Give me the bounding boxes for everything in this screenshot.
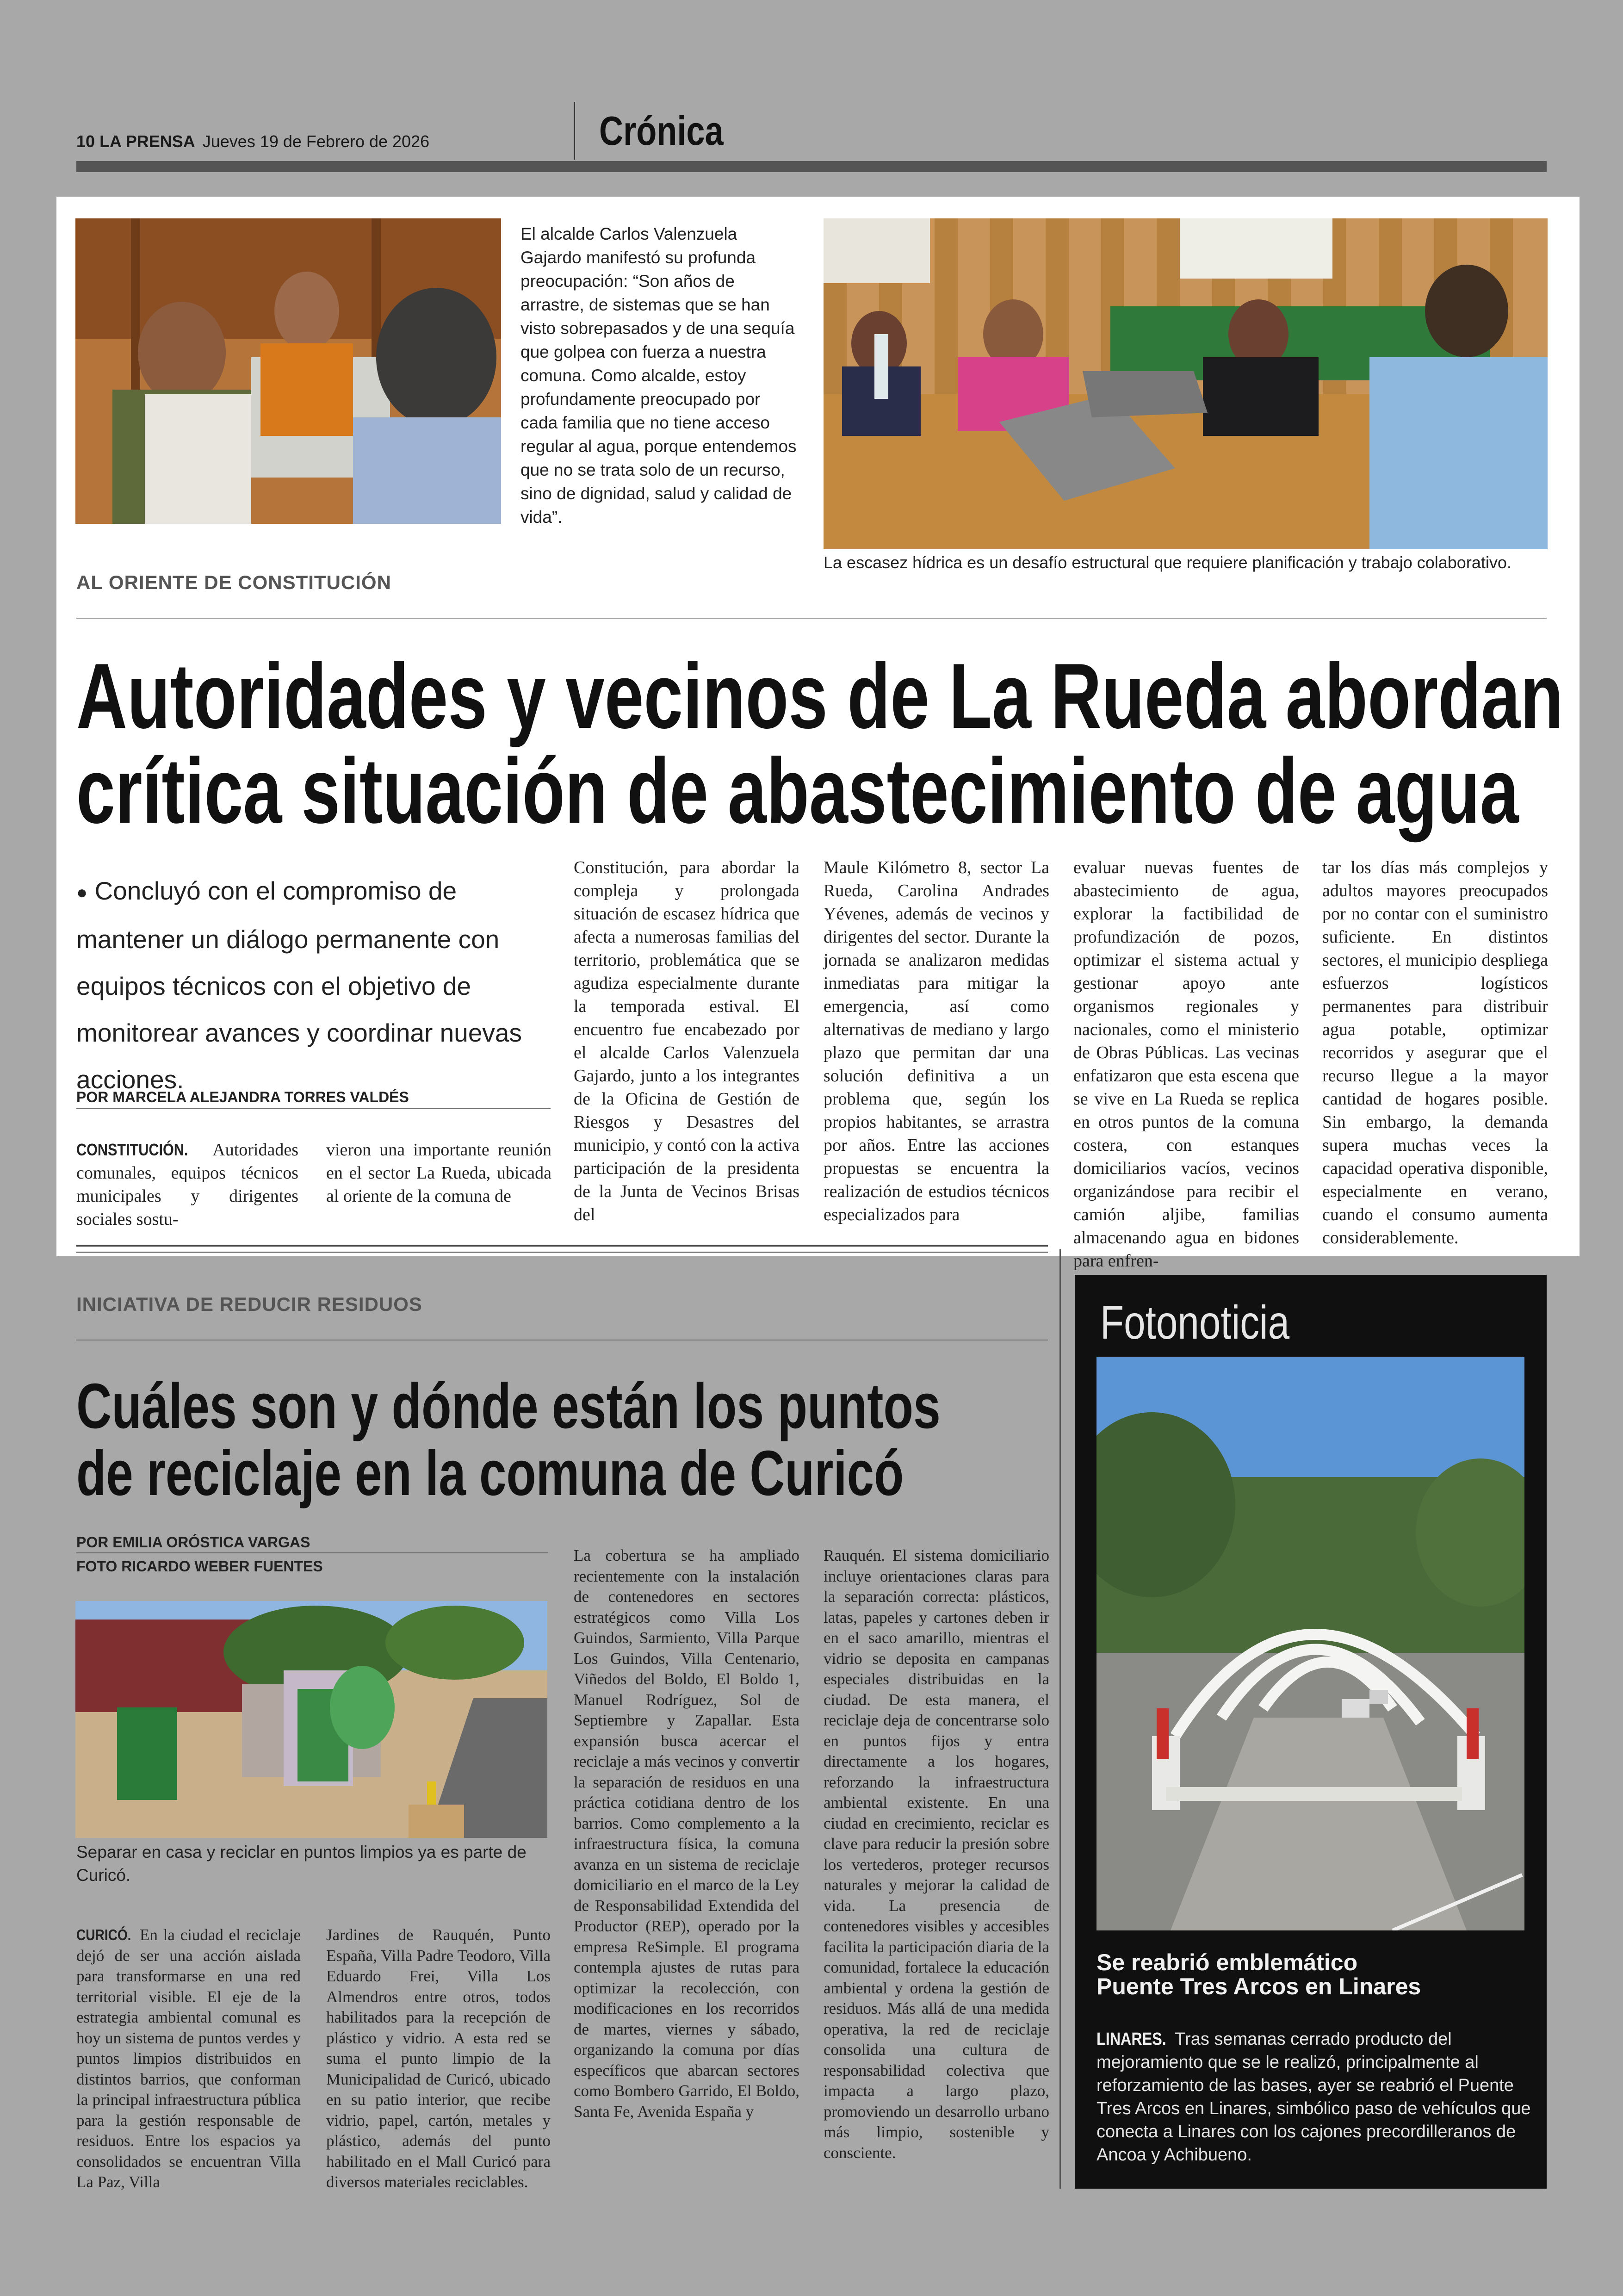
article1-col6: tar los días más complejos y adultos mayores preocupados por no contar con el suministro suficiente. En distintos sectores, el municipio despliega esfuerzos logísticos permanentes para distribuir agua potable, optimizar recorridos y asegurar que el recurso llegue a la mayor cantidad de hogares posible. Sin embargo, la demanda supera muchas veces la capacidad operativa disponible, especialmente en verano, cuando el consumo aumenta considerablemente. [1322,858,1548,1247]
photo-recycling-point [75,1601,547,1838]
photo-puente-tres-arcos [1096,1357,1524,1930]
article2-col4: Rauquén. El sistema domiciliario incluye orientaciones claras para la separación correcta: plásticos, latas, papeles y cartones deben ir en el saco amarillo, mientras el vidrio se deposita en campanas especiales distribuidas en la ciudad. De esta manera, el reciclaje deja de concentrarse solo en puntos fijos y entra directamente a los hogares, reforzando la infraestructura ambiental existente. En una ciudad en crecimiento, reciclar es clave para reducir la presión sobre los vertederos, proteger recursos naturales y mejorar la calidad de vida. La presencia de contenedores visibles y accesibles facilita la participación diaria de la comunidad, fortalece la educación ambiental y ordena la gestión de residuos. Más allá de una medida operativa, la red de reciclaje consolida una cultura de responsabilidad colectiva que impacta a largo plazo, promoviendo un desarrollo urbano más limpio, sostenible y consciente. [824,1546,1049,2162]
column-divider [1059,1249,1061,2189]
fotonoticia-dateline: LINARES. [1096,2029,1166,2049]
article2-kicker: INICIATIVA DE REDUCIR RESIDUOS [76,1293,422,1315]
section-title: Crónica [599,108,724,154]
article1-col5: evaluar nuevas fuentes de abastecimiento de agua, explorar la factibilidad de profundización de pozos, optimizar el sistema actual y gestionar apoyo ante organismos regionales y nacionales, como el ministerio de Obras Públicas. Las vecinas enfatizaron que esta escena que se vive en La Rueda se replica en otros puntos de la comuna costera, con estanques domiciliarios vacíos, vecinos organizándose para recibir el camión aljibe, familias almacenando agua en bidones para enfren- [1073,858,1299,1271]
fotonoticia-body-text: Tras semanas cerrado producto del mejoramiento que se le realizó, principalmente al reforzamiento de las bases, ayer se reabrió el Puente Tres Arcos en Linares, simbólico paso de vehículos que conecta a Linares con los cajones precordilleranos de Ancoa y Achibueno. [1096,2029,1531,2165]
byline-rule-1 [76,1108,551,1109]
summary-text: Concluyó con el compromiso de mantener un diálogo permanente con equipos técnicos con el objetivo de monitorear avances y coordinar nuevas acciones. [76,876,522,1094]
paper-name: LA PRENSA [99,132,195,151]
article1-byline: POR MARCELA ALEJANDRA TORRES VALDÉS [76,1089,409,1105]
article1-kicker: AL ORIENTE DE CONSTITUCIÓN [76,571,391,593]
article1-col2: vieron una importante reunión en el sector La Rueda, ubicada al oriente de la comuna de [326,1140,551,1206]
article2-headline-line1: Cuáles son y dónde están los puntos [76,1371,941,1442]
issue-date: Jueves 19 de Febrero de 2026 [202,132,430,151]
article1-headline-line1: Autoridades y vecinos de La Rueda abordan [76,645,1563,748]
article2-headline-line2: de reciclaje en la comuna de Curicó [76,1438,904,1509]
article1-dateline: CONSTITUCIÓN. [76,1140,188,1159]
fotonoticia-headline-line1: Se reabrió emblemático [1096,1949,1358,1975]
article1-col1 [76,1138,298,1231]
article2-col2: Jardines de Rauquén, Punto España, Villa Padre Teodoro, Villa Eduardo Frei, Villa Los Almendros entre otros, todos habilitados para la recepción de plástico y vidrio. A esta red se suma el punto limpio de la Municipalidad de Curicó, ubicado en su patio interior, que recibe vidrio, papel, cartón, metales y plástico, además del punto habilitado en el Mall Curicó para diversos materiales reciclables. [326,1926,551,2191]
kicker-rule-1 [76,618,1547,619]
article1-headline-line2: crítica situación de abastecimiento de agua [76,739,1519,843]
fotonoticia-label: Fotonoticia [1100,1296,1290,1349]
article2-col1-text: En la ciudad el reciclaje dejó de ser una acción aislada para transformarse en una red territorial visible. El eje de la estrategia ambiental comunal es hoy un sistema de puntos verdes y puntos limpios distribuidos en distintos barrios, que conforman la principal infraestructura pública para la gestión responsable de residuos. Entre los espacios ya consolidados se encuentran Villa La Paz, Villa [76,1926,301,2191]
article-separator [76,1245,1048,1247]
fotonoticia-body [1096,2028,1552,2166]
article2-col1 [76,1925,301,2193]
article2-col3: La cobertura se ha ampliado recientemente con la instalación de contenedores en sectores estratégicos como Villa Los Guindos, Sarmiento, Villa Parque Los Guindos, Villa Centenario, Viñedos del Boldo, El Boldo 1, Manuel Rodríguez, Sol de Septiembre y Zapallar. Esta expansión busca acercar el reciclaje a más vecinos y convertir la separación de residuos en una práctica cotidiana dentro de los barrios. Como complemento a la infraestructura física, la comuna avanza en un sistema de reciclaje domiciliario en el marco de la Ley de Responsabilidad Extendida del Productor (REP), operado por la empresa ReSimple. El programa contempla ajustes de rutas para optimizar la recolección, con modificaciones en los recorridos de martes, viernes y sábado, organizando la comuna por días específicos que abarcan sectores como Bombero Garrido, El Boldo, Santa Fe, Avenida España y [574,1546,799,2121]
article1-col4: Maule Kilómetro 8, sector La Rueda, Carolina Andrades Yévenes, además de vecinos y dirigentes del sector. Durante la jornada se analizaron medidas inmediatas para mitigar la emergencia, así como alternativas de mediano y largo plazo que permitan dar una solución definitiva a un problema que, según los propios habitantes, se arrastra por años. Entre las acciones propuestas se encuentra la realización de estudios técnicos especializados para [824,858,1049,1224]
header-bar [76,161,1547,172]
photo-meeting-alcalde [75,218,501,524]
fotonoticia-headline [1096,1950,1421,1998]
summary-bullet: ● [76,882,88,903]
page-header [76,132,429,155]
article2-byline: POR EMILIA ORÓSTICA VARGAS [76,1534,310,1551]
article1-col1-text: Autoridades comunales, equipos técnicos municipales y dirigentes sociales sostu- [76,1140,298,1229]
fotonoticia-headline-line2: Puente Tres Arcos en Linares [1096,1973,1421,1999]
page-number: 10 [76,132,95,151]
article2-dateline: CURICÓ. [76,1926,131,1943]
header-divider [574,102,575,160]
article-separator-thin [76,1252,1048,1253]
photo-meeting-vecinas [824,218,1548,549]
photo-caption-2: Separar en casa y reciclar en puntos limpios ya es parte de Curicó. [76,1843,527,1885]
alcalde-quote: El alcalde Carlos Valenzuela Gajardo manifestó su profunda preocupación: “Son años de arrastre, de sistemas que se han visto sobrepasados y de una sequía que golpea con fuerza a nuestra comuna. Como alcalde, estoy profundamente preocupado por cada familia que no tiene acceso regular al agua, porque entendemos que no se trata solo de un recurso, sino de dignidad, salud y calidad de vida”. [520,224,797,527]
article2-photo-credit: FOTO RICARDO WEBER FUENTES [76,1558,323,1575]
article1-col3: Constitución, para abordar la compleja y prolongada situación de escasez hídrica que afecta a numerosas familias del territorio, problemática que se agudiza especialmente durante la temporada estival. El encuentro fue encabezado por el alcalde Carlos Valenzuela Gajardo, junto a los integrantes de la Oficina de Gestión de Riesgos y Desastres del municipio, y contó con la activa participación de la presidenta de la Junta de Vecinos Brisas del [574,858,799,1224]
byline-rule-2 [76,1552,548,1553]
photo-caption-1: La escasez hídrica es un desafío estructural que requiere planificación y trabajo colaborativo. [824,553,1511,572]
article1-summary [76,868,553,1103]
